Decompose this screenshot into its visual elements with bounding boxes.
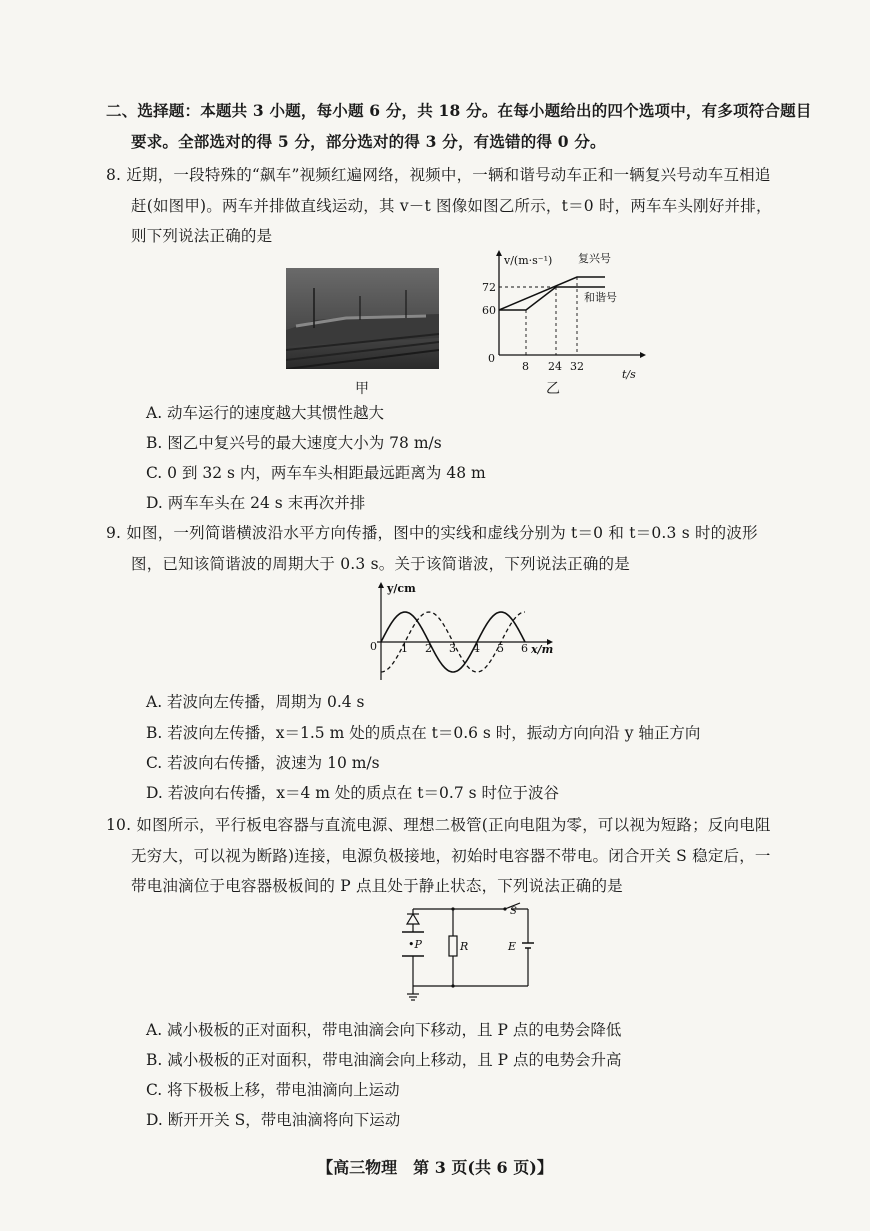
q10-option-d: D. 断开开关 S，带电油滴将向下运动 <box>146 1111 401 1129</box>
q9-graph-xtick-4: 4 <box>473 642 480 655</box>
q8-graph-ytick-60: 60 <box>482 304 496 317</box>
q8-fig-jia-caption: 甲 <box>355 381 370 397</box>
q10-circuit-label-p: •P <box>408 938 422 951</box>
q8-option-c: C. 0 到 32 s 内，两车车头相距最远距离为 48 m <box>146 464 486 482</box>
q10-stem-line2: 无穷大，可以视为断路)连接，电源负极接地，初始时电容器不带电。闭合开关 S 稳定后，一 <box>131 847 771 865</box>
q8-graph-label-hexie: 和谐号 <box>584 291 617 304</box>
q8-graph-xtick-24: 24 <box>548 360 562 373</box>
q8-graph-xlabel: t/s <box>622 368 636 381</box>
q8-fig-yi-caption: 乙 <box>546 381 561 397</box>
q8-stem-line1: 8. 近期，一段特殊的“飙车”视频红遍网络，视频中，一辆和谐号动车正和一辆复兴号动车互相追 <box>106 166 771 184</box>
q9-graph-xtick-5: 5 <box>497 642 504 655</box>
q10-circuit-label-s: S <box>510 906 517 917</box>
q9-graph-xtick-1: 1 <box>401 642 408 655</box>
q8-option-a: A. 动车运行的速度越大其惯性越大 <box>146 404 385 422</box>
q9-graph-xtick-3: 3 <box>449 642 456 655</box>
q9-graph-origin: 0 <box>370 640 377 653</box>
q9-option-d: D. 若波向右传播，x＝4 m 处的质点在 t＝0.7 s 时位于波谷 <box>146 784 559 802</box>
q10-circuit-label-e: E <box>508 940 517 953</box>
section-header-line1: 二、选择题：本题共 3 小题，每小题 6 分，共 18 分。在每小题给出的四个选项中，有多项符合题目 <box>106 101 812 120</box>
q8-graph-ytick-72: 72 <box>482 281 496 294</box>
q8-stem-line2: 赶(如图甲)。两车并排做直线运动，其 v－t 图像如图乙所示，t＝0 时，两车车头刚好并排， <box>131 197 772 215</box>
q9-stem-line1: 9. 如图，一列简谐横波沿水平方向传播，图中的实线和虚线分别为 t＝0 和 t＝0.3 s 时的波形 <box>106 524 758 542</box>
q10-circuit-diagram <box>396 900 536 1005</box>
q10-option-a: A. 减小极板的正对面积，带电油滴会向下移动，且 P 点的电势会降低 <box>146 1021 622 1039</box>
q9-wave-graph <box>365 580 560 685</box>
q9-option-b: B. 若波向左传播，x＝1.5 m 处的质点在 t＝0.6 s 时，振动方向向沿 y 轴正方向 <box>146 724 701 742</box>
q10-option-b: B. 减小极板的正对面积，带电油滴会向上移动，且 P 点的电势会升高 <box>146 1051 622 1069</box>
q8-graph-origin: 0 <box>488 352 495 365</box>
q8-option-b: B. 图乙中复兴号的最大速度大小为 78 m/s <box>146 434 442 452</box>
q8-photo <box>286 268 439 369</box>
q9-graph-xlabel: x/m <box>531 643 554 656</box>
q9-stem-line2: 图，已知该简谐波的周期大于 0.3 s。关于该简谐波，下列说法正确的是 <box>131 555 630 573</box>
q8-graph-label-fuxing: 复兴号 <box>578 252 611 265</box>
q9-graph-xtick-2: 2 <box>425 642 432 655</box>
q8-graph-xtick-8: 8 <box>522 360 529 373</box>
q10-stem-line3: 带电油滴位于电容器极板间的 P 点且处于静止状态，下列说法正确的是 <box>131 877 623 895</box>
q9-graph-ylabel: y/cm <box>387 582 416 595</box>
q9-option-c: C. 若波向右传播，波速为 10 m/s <box>146 754 380 772</box>
q10-stem-line1: 10. 如图所示，平行板电容器与直流电源、理想二极管(正向电阻为零，可以视为短路；反向电阻 <box>106 816 771 834</box>
q10-option-c: C. 将下极板上移，带电油滴向上运动 <box>146 1081 400 1099</box>
q8-stem-line3: 则下列说法正确的是 <box>131 227 273 245</box>
q9-graph-xtick-6: 6 <box>521 642 528 655</box>
section-header-line2: 要求。全部选对的得 5 分，部分选对的得 3 分，有选错的得 0 分。 <box>131 132 606 151</box>
q8-graph-xtick-32: 32 <box>570 360 584 373</box>
page-footer: 【高三物理 第 3 页(共 6 页)】 <box>317 1158 553 1177</box>
q9-option-a: A. 若波向左传播，周期为 0.4 s <box>146 693 365 711</box>
q8-graph-ylabel: v/(m·s⁻¹) <box>504 254 553 267</box>
q10-circuit-label-r: R <box>460 940 469 953</box>
q8-vt-graph <box>480 248 650 388</box>
q8-option-d: D. 两车车头在 24 s 末再次并排 <box>146 494 366 512</box>
